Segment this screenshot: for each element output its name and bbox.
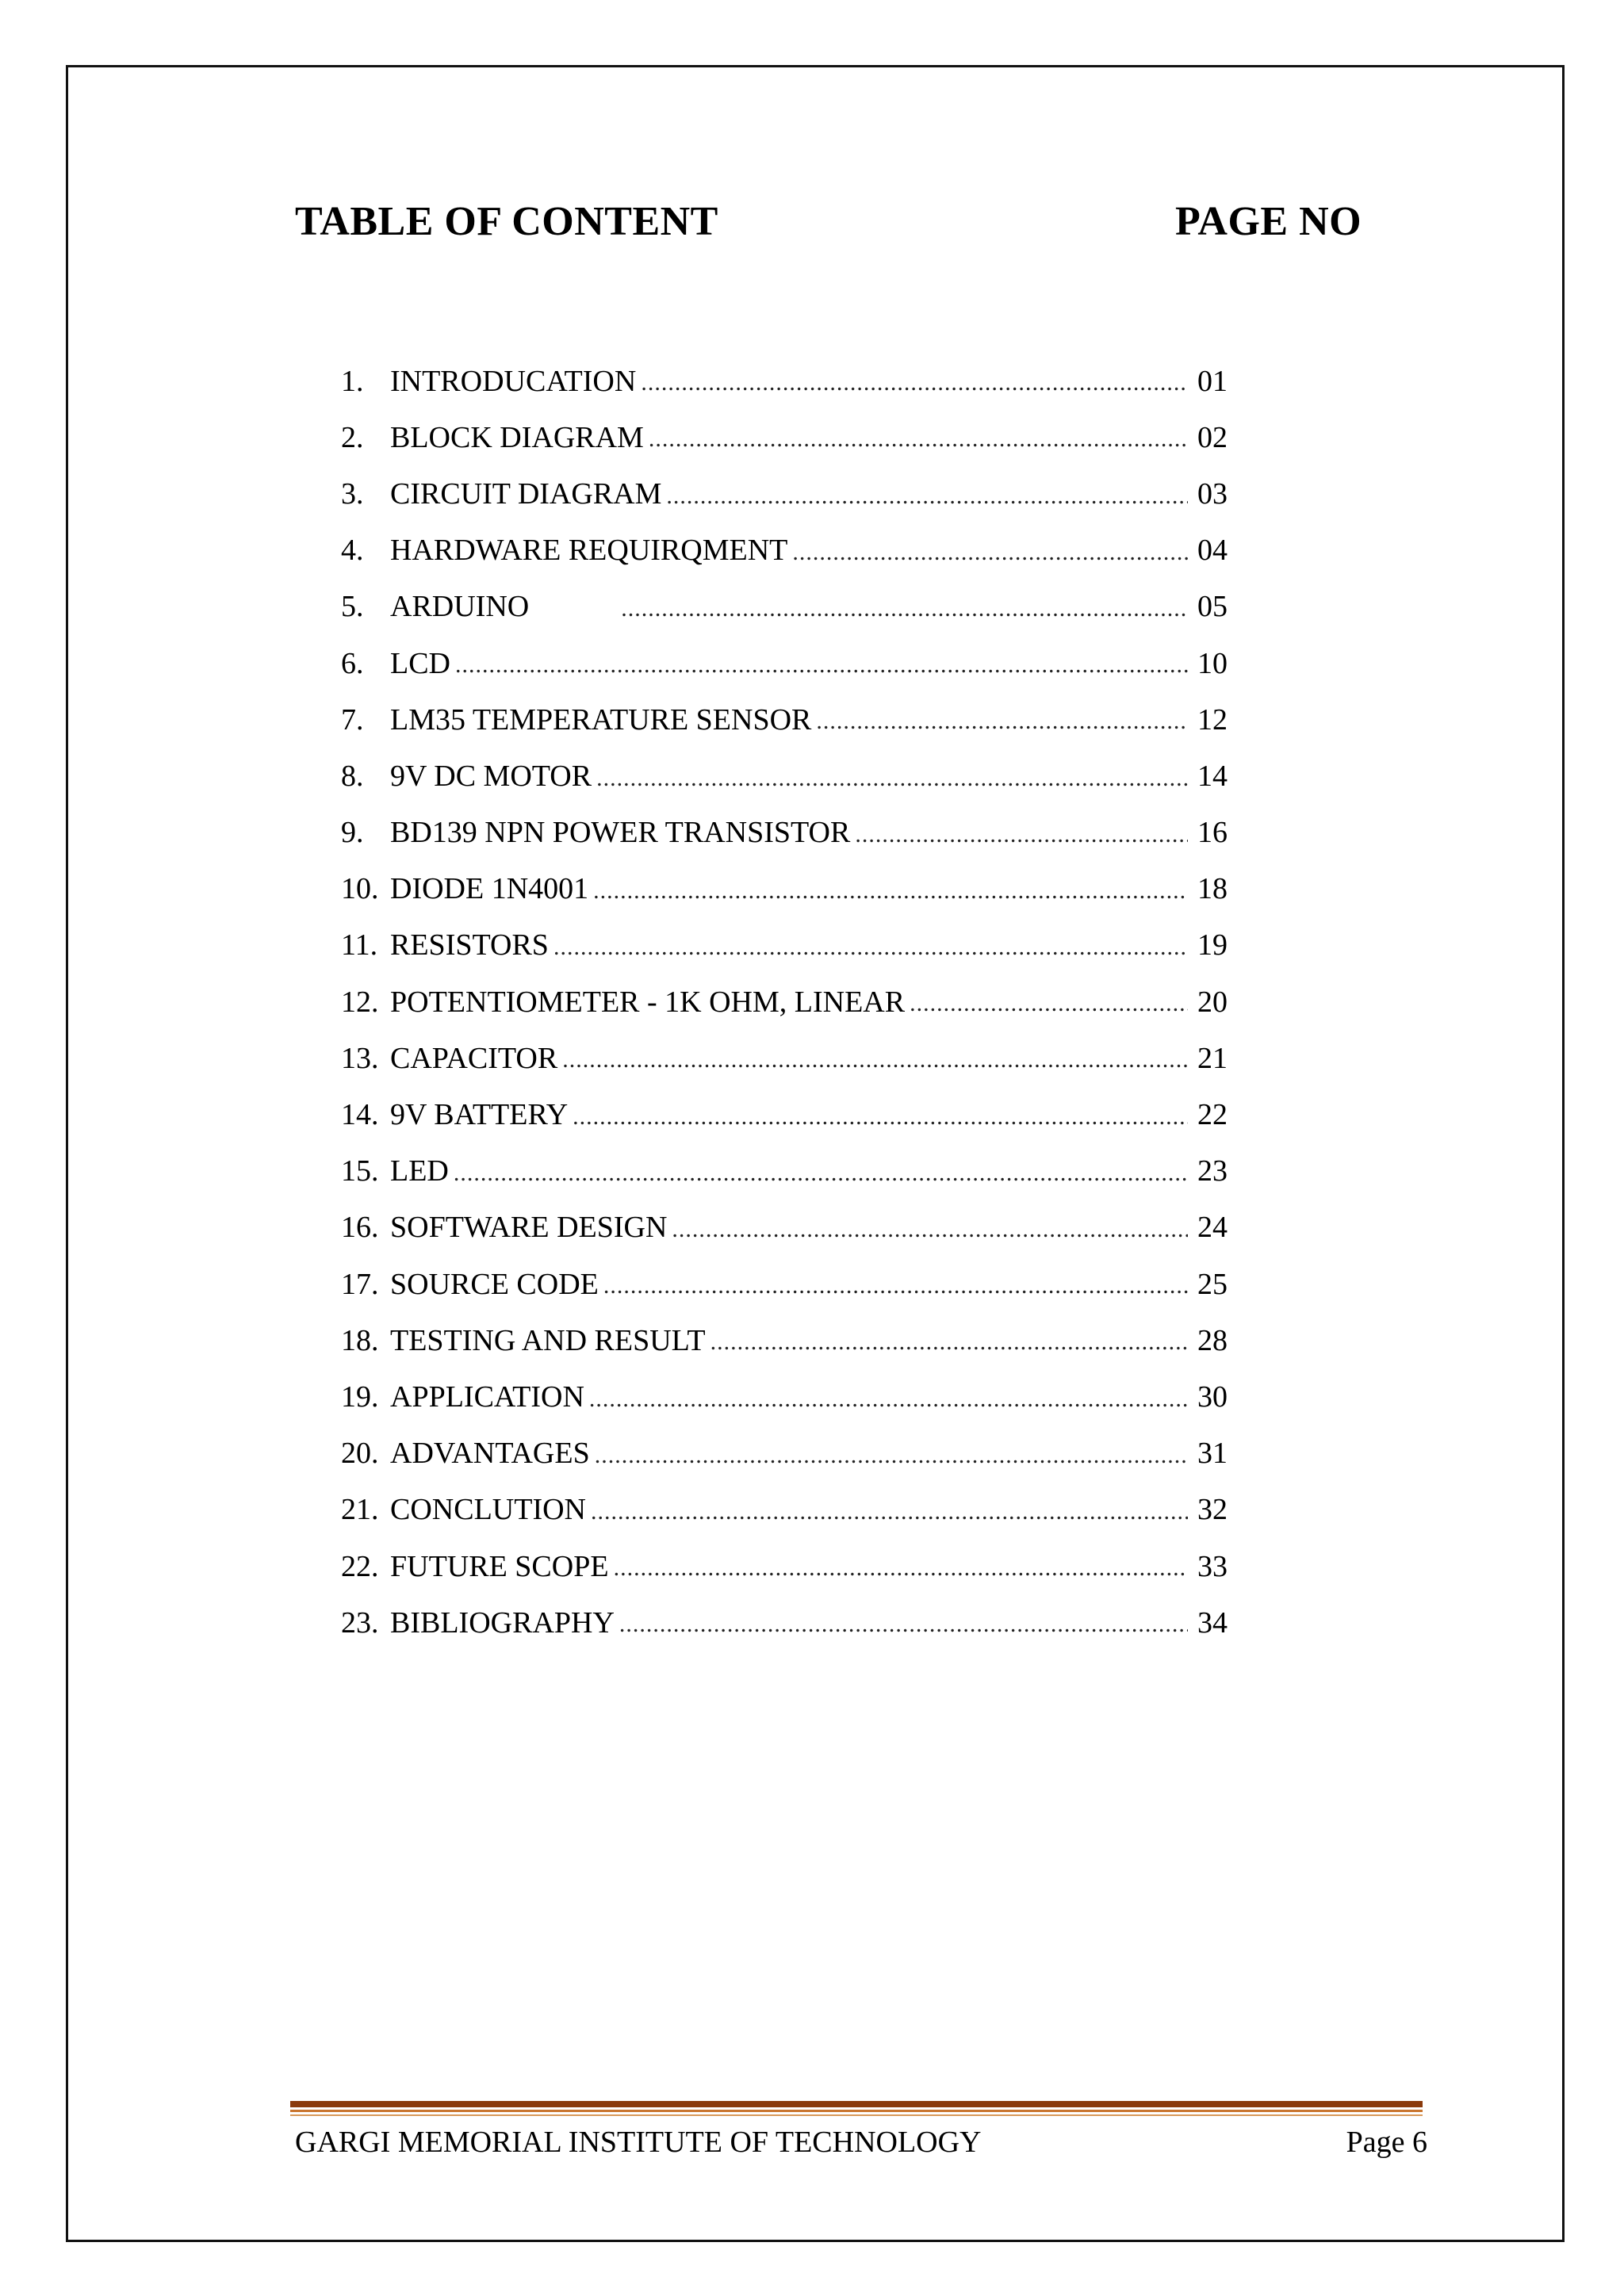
toc-entry-title: 9V BATTERY — [390, 1098, 569, 1132]
toc-entry — [341, 1538, 1228, 1594]
toc-leader — [553, 932, 1188, 974]
footer-institute: GARGI MEMORIAL INSTITUTE OF TECHNOLOGY — [295, 2126, 982, 2159]
toc-leader — [603, 1271, 1188, 1312]
toc-entry-page: 31 — [1197, 1437, 1228, 1471]
toc-entry-title: CAPACITOR — [390, 1041, 558, 1075]
toc-entry — [341, 579, 1228, 635]
toc-entry-number: 12. — [341, 985, 379, 1019]
toc-entry-title: 9V DC MOTOR — [390, 759, 592, 793]
toc-entry-number: 8. — [341, 759, 364, 793]
toc-entry-number: 11. — [341, 928, 378, 962]
toc-entry-title: LM35 TEMPERATURE SENSOR — [390, 702, 812, 737]
toc-leader — [649, 424, 1188, 465]
toc-entry-title: RESISTORS — [390, 928, 549, 962]
toc-entry-title: FUTURE SCOPE — [390, 1549, 609, 1583]
toc-entry-page: 23 — [1197, 1154, 1228, 1188]
toc-entry-page: 05 — [1197, 590, 1228, 624]
toc-leader — [666, 481, 1188, 522]
toc-leader — [816, 706, 1188, 748]
toc-entry-page: 04 — [1197, 534, 1228, 568]
toc-entry-page: 02 — [1197, 420, 1228, 454]
toc-entry-page: 16 — [1197, 816, 1228, 850]
toc-entry-title: ARDUINO — [390, 590, 530, 624]
toc-entry — [341, 1425, 1228, 1482]
toc-entry-title: BIBLIOGRAPHY — [390, 1605, 615, 1640]
toc-entry-title: SOURCE CODE — [390, 1267, 599, 1301]
toc-entry — [341, 691, 1228, 748]
toc-entry — [341, 1200, 1228, 1256]
toc-entry — [341, 748, 1228, 804]
toc-entry — [341, 974, 1228, 1030]
toc-entry-number: 4. — [341, 534, 364, 568]
toc-entry-page: 14 — [1197, 759, 1228, 793]
toc-entry-page: 12 — [1197, 702, 1228, 737]
toc-entry-number: 3. — [341, 476, 364, 511]
toc-entry-page: 01 — [1197, 364, 1228, 398]
toc-entry — [341, 522, 1228, 579]
toc-entry — [341, 1368, 1228, 1425]
toc-leader — [562, 1045, 1188, 1086]
toc-entry-number: 5. — [341, 590, 364, 624]
toc-entry-title: ADVANTAGES — [390, 1437, 590, 1471]
toc-entry-title: CIRCUIT DIAGRAM — [390, 476, 662, 511]
toc-entry-number: 13. — [341, 1041, 379, 1075]
toc-entry-number: 2. — [341, 420, 364, 454]
toc-leader — [454, 1158, 1188, 1200]
toc-entry-page: 20 — [1197, 985, 1228, 1019]
toc-entry-title: LCD — [390, 646, 450, 680]
toc-leader — [641, 368, 1188, 409]
toc-entry-number: 10. — [341, 872, 379, 906]
footer-rule — [290, 2101, 1423, 2107]
toc-entry — [341, 1312, 1228, 1368]
toc-entry-number: 7. — [341, 702, 364, 737]
toc-leader — [573, 1102, 1188, 1143]
toc-entry-page: 25 — [1197, 1267, 1228, 1301]
toc-entry-title: TESTING AND RESULT — [390, 1323, 706, 1357]
toc-entry-number: 6. — [341, 646, 364, 680]
toc-entry-number: 21. — [341, 1493, 379, 1527]
toc-leader — [710, 1327, 1188, 1368]
toc-entry — [341, 861, 1228, 917]
toc-entry — [341, 1482, 1228, 1538]
toc-entry-page: 10 — [1197, 646, 1228, 680]
toc-entry-title: LED — [390, 1154, 449, 1188]
toc-entry-page: 21 — [1197, 1041, 1228, 1075]
footer-page-number: Page 6 — [1346, 2126, 1427, 2159]
page-no-heading: PAGE NO — [1175, 199, 1362, 244]
footer-rule — [290, 2110, 1423, 2112]
toc-entry-page: 22 — [1197, 1098, 1228, 1132]
toc-entry-title: SOFTWARE DESIGN — [390, 1211, 668, 1245]
toc-entry-page: 32 — [1197, 1493, 1228, 1527]
toc-entry-number: 18. — [341, 1323, 379, 1357]
toc-entry-number: 16. — [341, 1211, 379, 1245]
toc-leader — [621, 594, 1188, 635]
toc-entry-number: 19. — [341, 1380, 379, 1414]
toc-leader — [855, 820, 1188, 861]
toc-leader — [593, 876, 1188, 917]
toc-entry-page: 33 — [1197, 1549, 1228, 1583]
toc-leader — [595, 1441, 1188, 1482]
toc-entry-title: HARDWARE REQUIRQMENT — [390, 534, 788, 568]
toc-entry-number: 14. — [341, 1098, 379, 1132]
toc-leader — [589, 1384, 1188, 1425]
toc-leader — [591, 1497, 1188, 1538]
toc-entry-page: 34 — [1197, 1605, 1228, 1640]
toc-entry-title: CONCLUTION — [390, 1493, 586, 1527]
toc-entry — [341, 1594, 1228, 1651]
toc-leader — [792, 538, 1188, 579]
toc-leader — [910, 989, 1188, 1030]
toc-entry-title: POTENTIOMETER - 1K OHM, LINEAR — [390, 985, 906, 1019]
toc-entry-page: 19 — [1197, 928, 1228, 962]
toc-entry-number: 1. — [341, 364, 364, 398]
toc-leader — [455, 650, 1188, 691]
page-title: TABLE OF CONTENT — [295, 199, 718, 244]
toc-leader — [596, 763, 1188, 805]
toc-entry-number: 15. — [341, 1154, 379, 1188]
toc-entry — [341, 917, 1228, 974]
table-of-contents — [341, 353, 1228, 1651]
toc-entry-number: 9. — [341, 816, 364, 850]
toc-entry — [341, 409, 1228, 465]
toc-entry-number: 17. — [341, 1267, 379, 1301]
toc-entry-number: 23. — [341, 1605, 379, 1640]
toc-entry-number: 20. — [341, 1437, 379, 1471]
toc-entry — [341, 635, 1228, 691]
toc-entry — [341, 1256, 1228, 1312]
toc-entry-page: 24 — [1197, 1211, 1228, 1245]
toc-entry-title: BLOCK DIAGRAM — [390, 420, 644, 454]
toc-entry — [341, 353, 1228, 409]
toc-entry-title: DIODE 1N4001 — [390, 872, 589, 906]
toc-entry-page: 28 — [1197, 1323, 1228, 1357]
toc-entry — [341, 1143, 1228, 1200]
toc-entry-title: BD139 NPN POWER TRANSISTOR — [390, 816, 851, 850]
toc-leader — [672, 1215, 1188, 1256]
toc-entry-page: 03 — [1197, 476, 1228, 511]
toc-entry-number: 22. — [341, 1549, 379, 1583]
footer-rule — [290, 2114, 1423, 2116]
toc-entry — [341, 805, 1228, 861]
toc-leader — [619, 1609, 1188, 1651]
toc-entry — [341, 1030, 1228, 1086]
toc-entry-title: APPLICATION — [390, 1380, 584, 1414]
toc-entry-title: INTRODUCATION — [390, 364, 637, 398]
toc-entry — [341, 1086, 1228, 1142]
toc-entry-page: 30 — [1197, 1380, 1228, 1414]
toc-entry-page: 18 — [1197, 872, 1228, 906]
toc-leader — [614, 1553, 1188, 1594]
toc-entry — [341, 465, 1228, 522]
